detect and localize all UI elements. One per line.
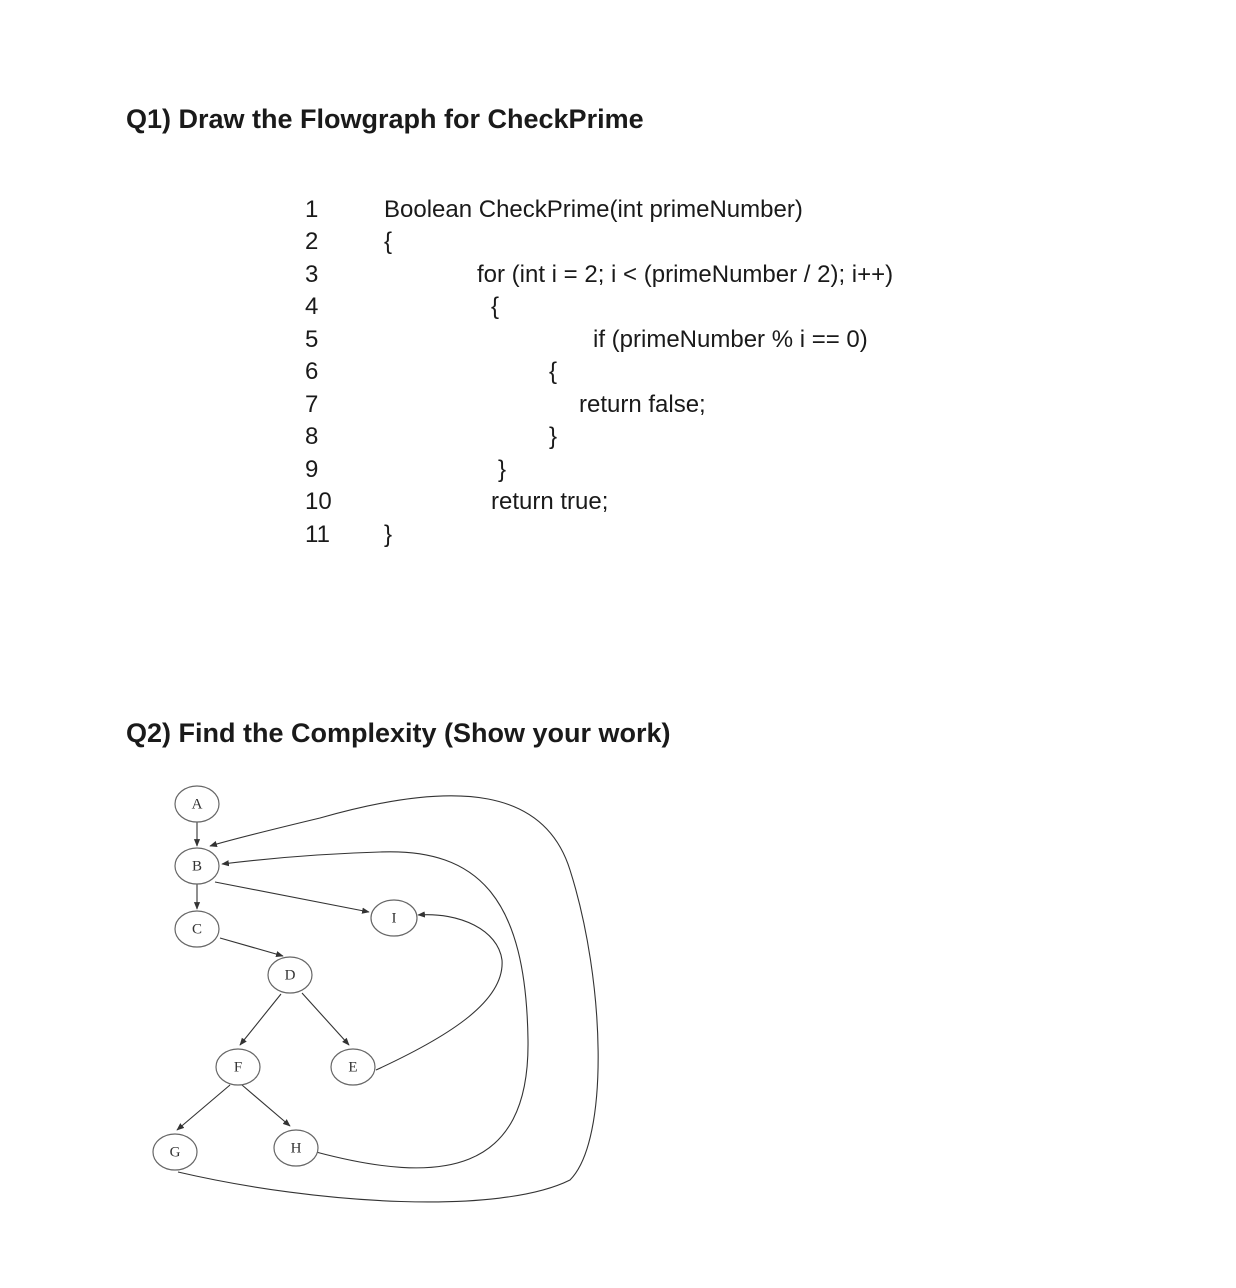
code-line-for-loop: for (int i = 2; i < (primeNumber / 2); i++) bbox=[477, 261, 894, 288]
line-number: 11 bbox=[305, 521, 330, 548]
edge-d-e bbox=[302, 993, 349, 1045]
line-number: 8 bbox=[305, 423, 319, 450]
code-line-for-close: } bbox=[498, 456, 507, 483]
line-number: 3 bbox=[305, 261, 319, 288]
q2-heading: Q2) Find the Complexity (Show your work) bbox=[126, 718, 671, 748]
node-f bbox=[216, 1049, 260, 1085]
code-line-for-open: { bbox=[491, 293, 500, 320]
node-h-label: H bbox=[290, 1140, 302, 1157]
node-d-label: D bbox=[284, 967, 296, 984]
line-number: 1 bbox=[305, 196, 319, 223]
edge-d-f bbox=[240, 994, 281, 1045]
edge-b-i bbox=[215, 882, 369, 912]
code-line-return-true: return true; bbox=[491, 488, 609, 515]
node-g-label: G bbox=[169, 1144, 181, 1161]
node-a bbox=[175, 786, 219, 822]
line-number: 9 bbox=[305, 456, 319, 483]
edge-e-i bbox=[376, 915, 502, 1070]
node-c-label: C bbox=[191, 921, 203, 938]
line-number: 2 bbox=[305, 228, 319, 255]
code-line-if-close: } bbox=[549, 423, 558, 450]
node-f-label: F bbox=[233, 1059, 243, 1076]
node-e-label: E bbox=[348, 1059, 358, 1076]
edge-g-b bbox=[178, 796, 598, 1202]
line-number: 7 bbox=[305, 391, 319, 418]
line-number: 10 bbox=[305, 488, 332, 515]
node-d bbox=[268, 957, 312, 993]
node-b bbox=[175, 848, 219, 884]
code-line-if: if (primeNumber % i == 0) bbox=[593, 326, 868, 353]
flowgraph-diagram bbox=[0, 760, 640, 1220]
code-line-open-brace: { bbox=[384, 228, 393, 255]
edge-f-g bbox=[177, 1085, 230, 1130]
node-i bbox=[371, 900, 417, 936]
line-number: 6 bbox=[305, 358, 319, 385]
code-line-close-brace: } bbox=[384, 521, 393, 548]
line-number: 4 bbox=[305, 293, 319, 320]
edge-c-d bbox=[220, 938, 283, 956]
node-b-label: B bbox=[191, 858, 203, 875]
node-g bbox=[153, 1134, 197, 1170]
node-a-label: A bbox=[191, 796, 203, 813]
node-e bbox=[331, 1049, 375, 1085]
code-line-return-false: return false; bbox=[579, 391, 706, 418]
code-line-if-open: { bbox=[549, 358, 558, 385]
edge-f-h bbox=[242, 1085, 290, 1126]
q1-heading: Q1) Draw the Flowgraph for CheckPrime bbox=[126, 104, 644, 134]
node-c bbox=[175, 911, 219, 947]
code-line-signature: Boolean CheckPrime(int primeNumber) bbox=[384, 196, 803, 223]
node-h bbox=[274, 1130, 318, 1166]
line-number: 5 bbox=[305, 326, 319, 353]
node-i-label: I bbox=[391, 910, 397, 927]
